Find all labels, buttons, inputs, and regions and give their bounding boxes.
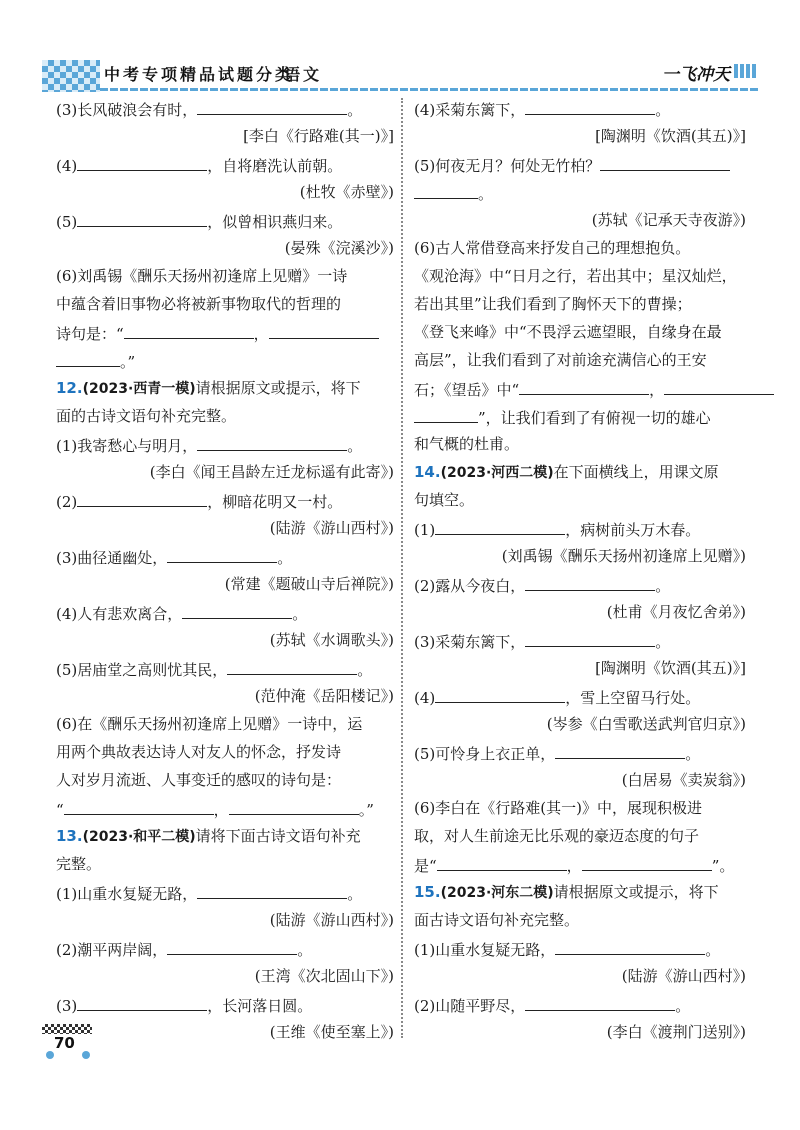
line-text: 《观沧海》中“日月之行，若出其中；星汉灿烂，: [414, 267, 737, 285]
text-line: [414, 686, 746, 708]
answer-blank[interactable]: [167, 938, 297, 955]
line-text-tail: 。: [347, 101, 363, 119]
text-line: [56, 714, 394, 736]
text-line: [56, 210, 394, 232]
line-text-tail: ，长河落日圆。: [207, 997, 313, 1015]
line-text-tail: ，病树前头万木春。: [565, 521, 701, 539]
text-line: [56, 854, 394, 876]
line-text-tail: ，: [566, 857, 582, 875]
source-citation: [414, 714, 746, 736]
text-line: [414, 182, 746, 204]
line-text: (5)何夜无月？何处无竹柏？: [414, 157, 601, 175]
citation-text: (杜甫《月夜忆舍弟》): [606, 603, 746, 621]
answer-blank[interactable]: [269, 322, 379, 339]
answer-blank[interactable]: [414, 406, 478, 423]
line-text-tail: 。: [357, 661, 373, 679]
line-text: 人对岁月流逝、人事变迁的感叹的诗句是：: [56, 771, 342, 789]
question-heading: [56, 826, 394, 848]
answer-blank[interactable]: [56, 350, 120, 367]
line-text-tail: 。”: [358, 801, 374, 819]
source-citation: [414, 210, 746, 232]
answer-blank[interactable]: [124, 322, 254, 339]
text-line: [414, 266, 746, 288]
text-line: [414, 630, 746, 652]
answer-blank[interactable]: [414, 182, 478, 199]
text-line: [414, 910, 746, 932]
source-citation: [56, 518, 394, 540]
book-title: 中考专项精品试题分类: [104, 65, 295, 84]
answer-blank[interactable]: [555, 938, 705, 955]
text-line: [414, 378, 746, 400]
answer-blank[interactable]: [437, 854, 567, 871]
text-line: [56, 938, 394, 960]
answer-blank[interactable]: [525, 994, 675, 1011]
citation-text: [陶渊明《饮酒(其五)》]: [595, 659, 746, 677]
line-text-tail: 。: [297, 941, 313, 959]
answer-blank[interactable]: [519, 378, 649, 395]
answer-blank[interactable]: [435, 686, 565, 703]
citation-text: (陆游《游山西村》): [269, 911, 394, 929]
right-column: [414, 98, 746, 1050]
line-text-tail: 。”: [120, 353, 136, 371]
source-citation: [414, 546, 746, 568]
line-text: (6)古人常借登高来抒发自己的理想抱负。: [414, 239, 691, 257]
source-citation: [56, 1022, 394, 1044]
answer-blank[interactable]: [664, 378, 774, 395]
answer-blank[interactable]: [197, 434, 347, 451]
question-source-tag: (2023·和平二模): [82, 829, 196, 845]
citation-text: (白居易《卖炭翁》): [621, 771, 746, 789]
line-text: 若出其里”让我们看到了胸怀天下的曹操；: [414, 295, 692, 313]
line-text: (3): [56, 997, 78, 1015]
answer-blank[interactable]: [435, 518, 565, 535]
text-line: [414, 994, 746, 1016]
text-line: [56, 602, 394, 624]
line-text-tail: ，自将磨洗认前朝。: [207, 157, 343, 175]
line-text-tail: ，: [649, 381, 665, 399]
left-column: [56, 98, 394, 1050]
source-citation: [56, 126, 394, 148]
text-line: [56, 658, 394, 680]
answer-blank[interactable]: [525, 98, 655, 115]
citation-text: [李白《行路难(其一)》]: [243, 127, 394, 145]
text-line: [56, 406, 394, 428]
text-line: [56, 98, 394, 120]
line-text: 诗句是：“: [56, 325, 124, 343]
citation-text: (王湾《次北固山下》): [254, 967, 394, 985]
citation-text: (李白《渡荆门送别》): [606, 1023, 746, 1041]
page-header: [40, 58, 760, 94]
line-text: (2)露从今夜白，: [414, 577, 526, 595]
text-line: [414, 406, 746, 428]
answer-blank[interactable]: [77, 490, 207, 507]
answer-blank[interactable]: [182, 602, 292, 619]
source-citation: [56, 238, 394, 260]
line-text: (4): [56, 157, 78, 175]
citation-text: (晏殊《浣溪沙》): [284, 239, 394, 257]
text-line: [414, 350, 746, 372]
line-text: 用两个典故表达诗人对友人的怀念，抒发诗: [56, 743, 342, 761]
line-text: (3)采菊东篱下，: [414, 633, 526, 651]
citation-text: (陆游《游山西村》): [269, 519, 394, 537]
source-citation: [56, 966, 394, 988]
line-text: 中蕴含着旧事物必将被新事物取代的哲理的: [56, 295, 342, 313]
line-text: (4)人有悲欢离合，: [56, 605, 183, 623]
brand-arrow-icon: [734, 64, 756, 78]
citation-text: [陶渊明《饮酒(其五)》]: [595, 127, 746, 145]
source-citation: [56, 910, 394, 932]
line-text-tail: ，柳暗花明又一村。: [207, 493, 343, 511]
citation-text: (王维《使至塞上》): [269, 1023, 394, 1041]
citation-text: (杜牧《赤壁》): [299, 183, 394, 201]
answer-blank[interactable]: [77, 994, 207, 1011]
answer-blank[interactable]: [227, 658, 357, 675]
text-line: [56, 490, 394, 512]
question-prompt: 请根据原文或提示，将下: [195, 379, 361, 397]
source-citation: [56, 630, 394, 652]
line-text: (5): [56, 213, 78, 231]
line-text: “: [56, 801, 64, 819]
line-text: (6)李白在《行路难(其一)》中，展现积极进: [414, 799, 702, 817]
line-text: (3)曲径通幽处，: [56, 549, 168, 567]
line-text-tail: 。: [292, 605, 308, 623]
line-text: 取，对人生前途无比乐观的豪迈态度的句子: [414, 827, 700, 845]
text-line: [56, 770, 394, 792]
brand-logo: 一飞冲天: [662, 65, 730, 85]
source-citation: [56, 182, 394, 204]
question-source-tag: (2023·河西二模): [440, 465, 554, 481]
answer-blank[interactable]: [525, 574, 655, 591]
text-line: [414, 322, 746, 344]
question-number: 14.: [414, 463, 441, 481]
source-citation: [56, 574, 394, 596]
text-line: [414, 798, 746, 820]
line-text: 面的古诗文语句补充完整。: [56, 407, 237, 425]
text-line: [56, 798, 394, 820]
citation-text: (范仲淹《岳阳楼记》): [254, 687, 394, 705]
answer-blank[interactable]: [197, 98, 347, 115]
answer-blank[interactable]: [167, 546, 277, 563]
line-text-tail: ，雪上空留马行处。: [565, 689, 701, 707]
line-text: (4)采菊东篱下，: [414, 101, 526, 119]
question-prompt: 请将下面古诗文语句补充: [195, 827, 361, 845]
checker-logo-icon: [42, 60, 100, 92]
source-citation: [414, 126, 746, 148]
line-text: (5)居庙堂之高则忧其民，: [56, 661, 228, 679]
answer-blank[interactable]: [197, 882, 347, 899]
citation-text: (李白《闻王昌龄左迁龙标遥有此寄》): [149, 463, 394, 481]
text-line: [56, 882, 394, 904]
source-citation: [414, 658, 746, 680]
line-text-tail: 。: [655, 101, 671, 119]
text-line: [56, 154, 394, 176]
question-heading: [414, 882, 746, 904]
text-line: [414, 938, 746, 960]
line-text: 和气概的杜甫。: [414, 435, 520, 453]
line-text-tail: ”。: [711, 857, 735, 875]
line-text: 是“: [414, 857, 437, 875]
line-text: (6)在《酬乐天扬州初逢席上见赠》一诗中，运: [56, 715, 363, 733]
citation-text: (苏轼《水调歌头》): [269, 631, 394, 649]
line-text-tail: 。: [705, 941, 721, 959]
line-text-tail: 。: [347, 885, 363, 903]
answer-blank[interactable]: [525, 630, 655, 647]
line-text-tail: 。: [277, 549, 293, 567]
text-line: [414, 434, 746, 456]
source-citation: [414, 602, 746, 624]
line-text: 《登飞来峰》中“不畏浮云遮望眼，自缘身在最: [414, 323, 722, 341]
answer-blank[interactable]: [77, 154, 207, 171]
line-text: (6)刘禹锡《酬乐天扬州初逢席上见赠》一诗: [56, 267, 348, 285]
citation-text: (苏轼《记承天寺夜游》): [591, 211, 746, 229]
line-text-tail: 。: [675, 997, 691, 1015]
line-text-tail: 。: [685, 745, 701, 763]
line-text-tail: ，: [213, 801, 229, 819]
source-citation: [56, 686, 394, 708]
checkered-flag-icon: [42, 1024, 92, 1034]
wheel-icon: [82, 1051, 90, 1059]
text-line: [414, 490, 746, 512]
citation-text: (常建《题破山寺后禅院》): [224, 575, 394, 593]
line-text: (2)山随平野尽，: [414, 997, 526, 1015]
line-text: 石；《望岳》中“: [414, 381, 520, 399]
line-text: (1)我寄愁心与明月，: [56, 437, 198, 455]
text-line: [56, 266, 394, 288]
line-text: (1)山重水复疑无路，: [414, 941, 556, 959]
text-line: [414, 742, 746, 764]
line-text-tail: 。: [478, 185, 494, 203]
text-line: [56, 546, 394, 568]
line-text: (3)长风破浪会有时，: [56, 101, 198, 119]
question-prompt: 请根据原文或提示，将下: [553, 883, 719, 901]
text-line: [56, 742, 394, 764]
answer-blank[interactable]: [64, 798, 214, 815]
column-divider: [401, 98, 403, 1038]
line-text: 完整。: [56, 855, 102, 873]
wheel-icon: [46, 1051, 54, 1059]
page-number: 70: [54, 1034, 75, 1052]
subject-label: 语文: [284, 65, 323, 84]
text-line: [56, 322, 394, 344]
question-number: 15.: [414, 883, 441, 901]
answer-blank[interactable]: [229, 798, 359, 815]
question-heading: [56, 378, 394, 400]
text-line: [414, 854, 746, 876]
question-heading: [414, 462, 746, 484]
question-source-tag: (2023·河东二模): [440, 885, 554, 901]
answer-blank[interactable]: [600, 154, 730, 171]
text-line: [414, 294, 746, 316]
text-line: [414, 826, 746, 848]
line-text-tail: 。: [655, 633, 671, 651]
line-text: (1): [414, 521, 436, 539]
answer-blank[interactable]: [77, 210, 207, 227]
text-line: [56, 350, 394, 372]
line-text: (5)可怜身上衣正单，: [414, 745, 556, 763]
line-text: (1)山重水复疑无路，: [56, 885, 198, 903]
line-text-tail: 。: [347, 437, 363, 455]
line-text: 面古诗文语句补充完整。: [414, 911, 580, 929]
text-line: [414, 154, 746, 176]
text-line: [414, 98, 746, 120]
citation-text: (岑参《白雪歌送武判官归京》): [546, 715, 746, 733]
answer-blank[interactable]: [555, 742, 685, 759]
text-line: [56, 434, 394, 456]
line-text: 句填空。: [414, 491, 475, 509]
source-citation: [414, 770, 746, 792]
header-rule: [100, 88, 760, 91]
line-text-tail: ，似曾相识燕归来。: [207, 213, 343, 231]
line-text: (2)潮平两岸阔，: [56, 941, 168, 959]
text-line: [56, 294, 394, 316]
question-number: 12.: [56, 379, 83, 397]
answer-blank[interactable]: [582, 854, 712, 871]
text-line: [414, 238, 746, 260]
question-number: 13.: [56, 827, 83, 845]
question-source-tag: (2023·西青一模): [82, 381, 196, 397]
citation-text: (陆游《游山西村》): [621, 967, 746, 985]
line-text: (2): [56, 493, 78, 511]
line-text-tail: 。: [655, 577, 671, 595]
source-citation: [56, 462, 394, 484]
line-text-tail: ，: [253, 325, 269, 343]
line-text: (4): [414, 689, 436, 707]
text-line: [414, 518, 746, 540]
page-number-badge: [40, 1024, 94, 1058]
line-text: 高层”，让我们看到了对前途充满信心的王安: [414, 351, 707, 369]
citation-text: (刘禹锡《酬乐天扬州初逢席上见赠》): [501, 547, 746, 565]
source-citation: [414, 1022, 746, 1044]
question-prompt: 在下面横线上，用课文原: [553, 463, 719, 481]
line-text-tail: ”，让我们看到了有俯视一切的雄心: [478, 409, 711, 427]
source-citation: [414, 966, 746, 988]
text-line: [414, 574, 746, 596]
text-line: [56, 994, 394, 1016]
